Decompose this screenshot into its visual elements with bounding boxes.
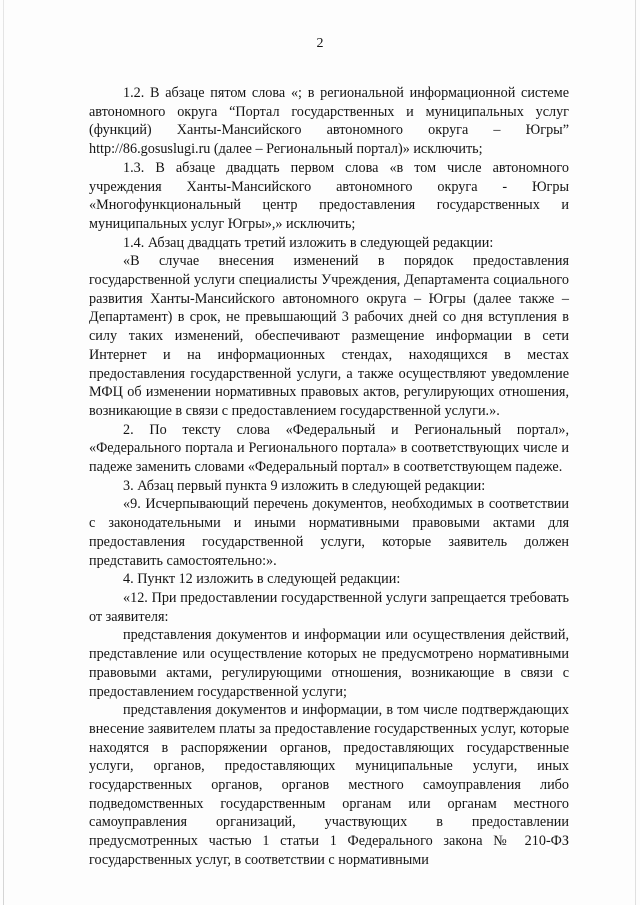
scan-edge-left bbox=[3, 0, 4, 905]
paragraph-3-quote: «9. Исчерпывающий перечень документов, необходимых в соответствии с законодательными и иными нормативными правовыми актами для предоставления государственной услуги, которые заявитель должен представить самостоятельно:». bbox=[89, 496, 569, 569]
paragraph-1-4: 1.4. Абзац двадцать третий изложить в следующей редакции: bbox=[123, 234, 494, 251]
paragraph-1-4-quote: «В случае внесения изменений в порядок предоставления государственной услуги специалисты Учреждения, Департамента социального развития Ханты-Мансийского автономного округа – Югры (далее также – Департамент) в срок, не превышающий 3 рабочих дней со дня вступления в силу таких изменений, обеспечивают размещение информации в сети Интернет и на информационных стендах, находящихся в местах предоставления государственной услуги, а также осуществляют уведомление МФЦ об изменении нормативных правовых актов, регулирующих отношения, возникающие в связи с предоставлением государственной услуги.». bbox=[89, 253, 569, 419]
paragraph-2: 2. По тексту слова «Федеральный и Региональный портал», «Федерального портала и Регионального портала» в соответствующих числе и падеже заменить словами «Федеральный портал» в соответствующем падеже. bbox=[89, 421, 569, 476]
page-number: 2 bbox=[316, 36, 324, 51]
paragraph-4: 4. Пункт 12 изложить в следующей редакции: bbox=[123, 571, 401, 588]
paragraph-1-3: 1.3. В абзаце двадцать первом слова «в том числе автономного учреждения Ханты-Мансийского автономного округа - Югры «Многофункциональный центр предоставления государственных и муниципальных услуг Югры»,» исключить; bbox=[89, 159, 569, 232]
paragraph-1-2: 1.2. В абзаце пятом слова «; в региональной информационной системе автономного округа “Портал государственных и муниципальных услуг (функций) Ханты-Мансийского автономного округа – Югры” http://86.gosuslugi.ru (далее – Региональный портал)» исключить; bbox=[89, 85, 569, 158]
paragraph-4-item-2: представления документов и информации, в том числе подтверждающих внесение заявителем платы за предоставление государственных услуг, которые находятся в распоряжении органов, предоставляющих государственные услуги, органов, предоставляющих муниципальные услуги, иных государственных органов, органов местного самоуправления либо подведомственных государственным органам или органам местного самоуправления организаций, участвующих в предоставлении предусмотренных частью 1 статьи 1 Федерального закона № 210-ФЗ государственных услуг, в соответствии с нормативными bbox=[89, 702, 569, 868]
paragraph-3: 3. Абзац первый пункта 9 изложить в следующей редакции: bbox=[123, 477, 486, 494]
paragraph-4-item-1: представления документов и информации или осуществления действий, представление или осуществление которых не предусмотрено нормативными правовыми актами, регулирующими отношения, возникающие в связи с предоставлением государственной услуги; bbox=[89, 627, 569, 700]
scan-edge-right bbox=[635, 0, 636, 905]
paragraph-4-quote: «12. При предоставлении государственной услуги запрещается требовать от заявителя: bbox=[89, 589, 569, 625]
document-body bbox=[89, 84, 569, 870]
